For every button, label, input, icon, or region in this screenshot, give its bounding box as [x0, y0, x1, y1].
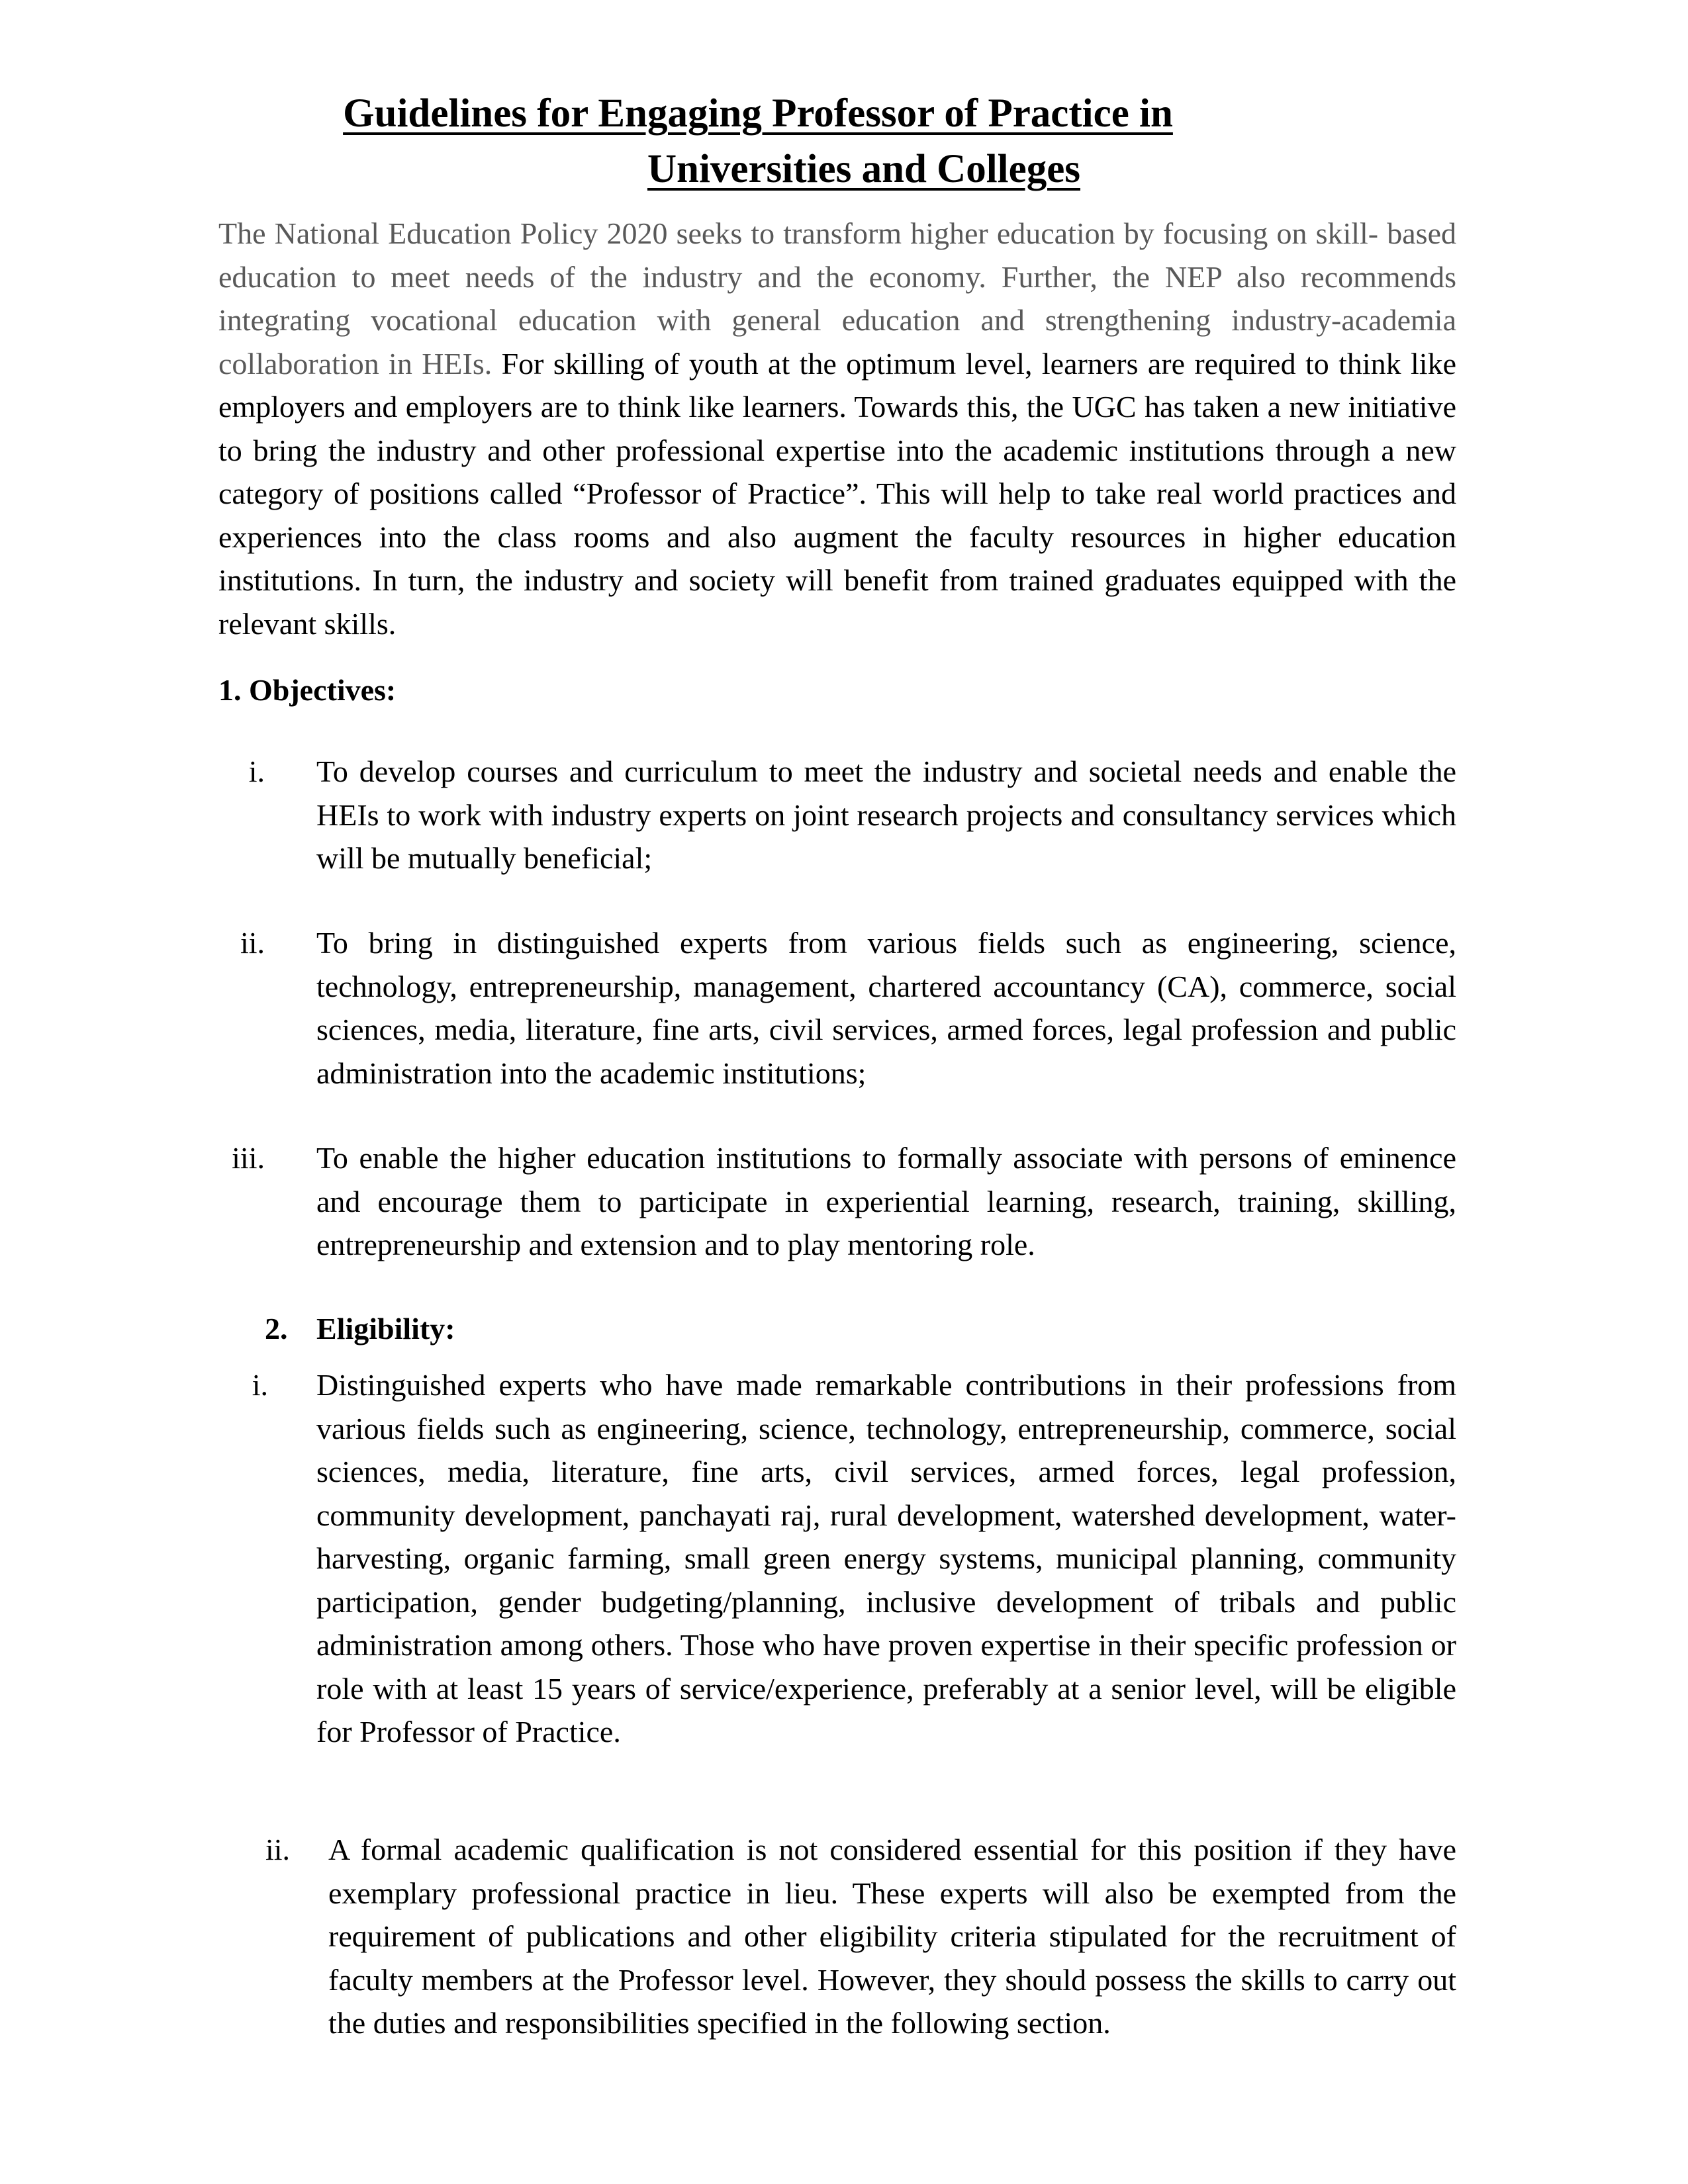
objective-1-number: i. [248, 754, 265, 788]
eligibility-2-number: ii. [265, 1833, 290, 1866]
eligibility-heading: Eligibility: [316, 1312, 455, 1345]
objective-2-text: To bring in distinguished experts from various fields such as engineering, science, technology, entrepreneurship, management, chartered accountancy (CA), commerce, social sciences, media, literature, fine arts, civil services, armed forces, legal profession and public administration into the academic institutions; [316, 926, 1456, 1090]
intro-paragraph [218, 212, 1456, 645]
eligibility-1-number: i. [252, 1368, 268, 1402]
eligibility-2-text: A formal academic qualification is not considered essential for this position if they have exemplary professional practice in lieu. These experts will also be exempted from the requirement of publications and other eligibility criteria stipulated for the recruitment of faculty members at the Professor level. However, they should possess the skills to carry out the duties and responsibilities specified in the following section. [328, 1833, 1456, 2040]
objective-2-number: ii. [240, 926, 265, 960]
objective-3-text: To enable the higher education institutions to formally associate with persons of eminence and encourage them to participate in experiential learning, research, training, skilling, entrepreneurship and extension and to play mentoring role. [316, 1141, 1456, 1261]
document-title-line-2: Universities and Colleges [647, 147, 1081, 191]
intro-gray-text: The National Education Policy 2020 seeks to transform higher education by focusing on skill- based education to meet needs of the industry and the economy. Further, the NEP also recommends integrating vocational education with general education and strengthening industry-academia collaboration in HEIs. [218, 216, 1456, 381]
eligibility-1-text: Distinguished experts who have made remarkable contributions in their professions from various fields such as engineering, science, technology, entrepreneurship, commerce, social sciences, media, literature, fine arts, civil services, armed forces, legal profession, community development, panchayati raj, rural development, watershed development, water-harvesting, organic farming, small green energy systems, municipal planning, community participation, gender budgeting/planning, inclusive development of tribals and public administration among others. Those who have proven expertise in their specific profession or role with at least 15 years of service/experience, preferably at a senior level, will be eligible for Professor of Practice. [316, 1368, 1456, 1749]
objective-1-text: To develop courses and curriculum to meet the industry and societal needs and enable the HEIs to work with industry experts on joint research projects and consultancy services which will be mutually beneficial; [316, 754, 1456, 875]
objectives-heading: 1. Objectives: [218, 673, 397, 707]
document-title-line-1: Guidelines for Engaging Professor of Practice in [343, 91, 1173, 136]
eligibility-heading-number: 2. [265, 1312, 288, 1345]
objective-3-number: iii. [232, 1141, 265, 1175]
intro-black-text: For skilling of youth at the optimum level, learners are required to think like employers and employers are to think like learners. Towards this, the UGC has taken a new initiative to bring the industry and other professional expertise into the academic institutions through a new category of positions called “Professor of Practice”. This will help to take real world practices and experiences into the class rooms and also augment the faculty resources in higher education institutions. In turn, the industry and society will benefit from trained graduates equipped with the relevant skills. [218, 346, 1456, 641]
